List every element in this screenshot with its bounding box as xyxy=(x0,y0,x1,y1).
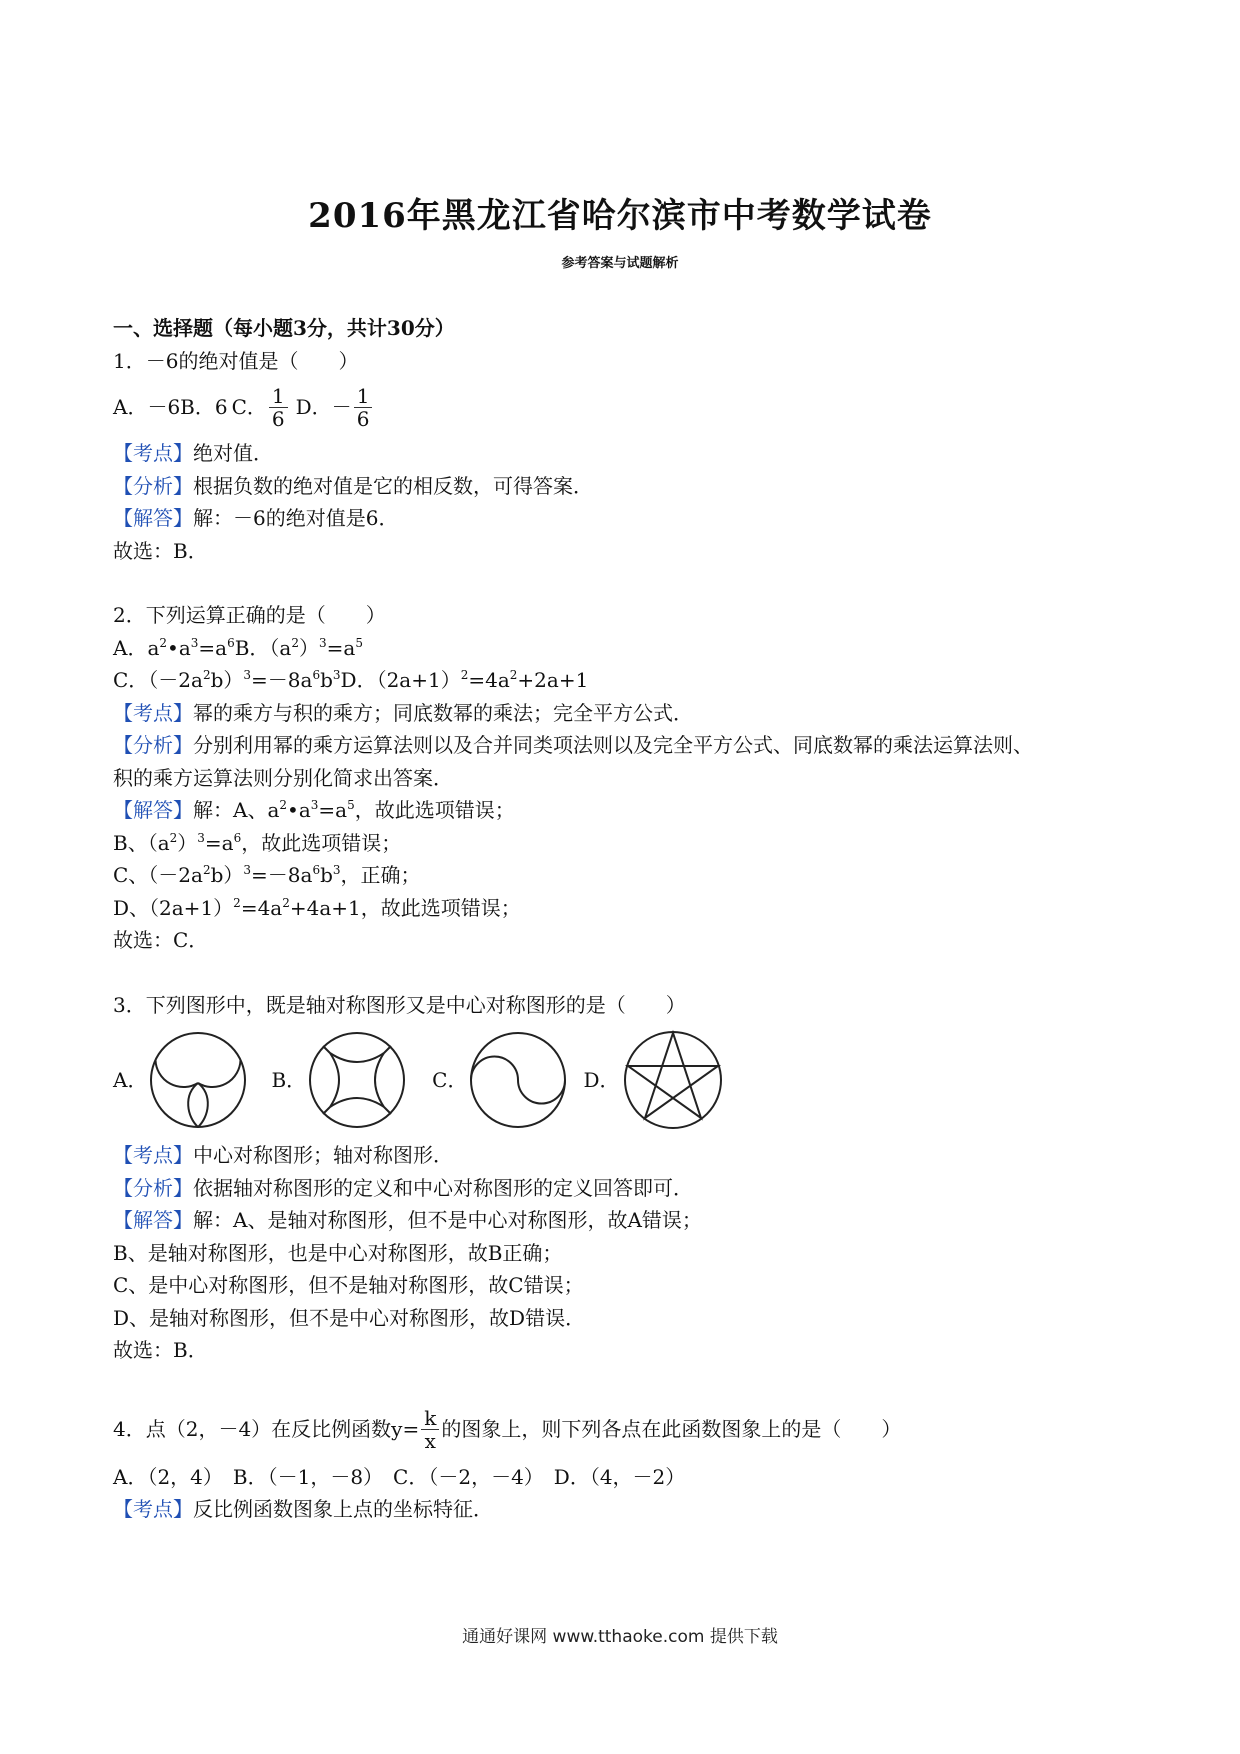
q4-stem xyxy=(113,1399,1133,1461)
expr-text: b） xyxy=(210,668,244,692)
q4-stem-text: 4．点（2，－4）在反比例函数y= xyxy=(113,1417,420,1442)
exponent: 2 xyxy=(169,830,178,845)
expr-text: ，故此选项错误； xyxy=(241,830,402,855)
spacer xyxy=(113,567,1133,599)
expr-text: ） xyxy=(177,830,198,855)
q2-jieda-c xyxy=(113,859,1133,892)
q2-jieda-d xyxy=(113,892,1133,925)
exponent: 6 xyxy=(312,863,321,877)
exponent: 3 xyxy=(243,863,252,877)
q2-options-ab xyxy=(113,632,1133,665)
q4-kaodian-text: 反比例函数图象上点的坐标特征． xyxy=(193,1497,493,1521)
q2-fenxi-text: 分别利用幂的乘方运算法则以及合并同类项法则以及完全平方公式、同底数幂的乘法运算法则、 xyxy=(193,733,1033,757)
exponent: 6 xyxy=(227,635,235,650)
q3-label-c: C． xyxy=(432,1067,468,1092)
q1-options xyxy=(113,377,1133,437)
exponent: 2 xyxy=(202,668,211,682)
page-title: 2016年黑龙江省哈尔滨市中考数学试卷 xyxy=(308,196,932,236)
q3-fenxi-text: 依据轴对称图形的定义和中心对称图形的定义回答即可． xyxy=(193,1175,693,1200)
q4-stem-text: 的图象上，则下列各点在此函数图象上的是（ ） xyxy=(441,1417,902,1442)
q1-kaodian xyxy=(113,437,1133,470)
expr-text: ） xyxy=(298,635,319,660)
expr-text: b xyxy=(320,863,333,887)
q3-jieda-d: D、是轴对称图形，但不是中心对称图形，故D错误． xyxy=(113,1305,586,1330)
q1-option-d: D．－ xyxy=(295,394,352,419)
expr-text: ，正确； xyxy=(340,863,421,887)
expr-text: b xyxy=(320,668,333,692)
fenxi-tag: 【分析】 xyxy=(113,1175,193,1200)
expr-text: =a xyxy=(198,635,228,660)
page-subtitle: 参考答案与试题解析 xyxy=(561,256,679,271)
q1-option-a: A．－6 xyxy=(113,394,181,419)
kaodian-tag: 【考点】 xyxy=(113,1143,193,1167)
exponent: 2 xyxy=(291,635,299,650)
kaodian-tag: 【考点】 xyxy=(113,1497,193,1521)
expr-text: •a xyxy=(167,635,191,660)
exponent: 5 xyxy=(355,635,363,650)
fraction-numerator: 1 xyxy=(269,385,288,408)
three-arc-circle-figure xyxy=(147,1029,249,1131)
exponent: 2 xyxy=(282,895,290,910)
expr-text: 解：A、a xyxy=(193,798,280,822)
exponent: 3 xyxy=(197,830,205,845)
q1-option-b: B．6 xyxy=(180,394,228,419)
q1-choice: 故选：B． xyxy=(113,538,208,563)
kaodian-tag: 【考点】 xyxy=(113,441,193,465)
expr-text: =4a xyxy=(240,895,283,920)
q2-kaodian xyxy=(113,697,1133,730)
exponent: 2 xyxy=(159,635,168,650)
q3-jieda-b: B、是轴对称图形，也是中心对称图形，故B正确； xyxy=(113,1240,563,1265)
q1-jieda-text: 解：－6的绝对值是6． xyxy=(193,506,399,530)
exponent: 3 xyxy=(332,863,341,877)
exponent: 2 xyxy=(233,895,241,910)
q1-option-c-fraction xyxy=(269,385,288,430)
jieda-tag: 【解答】 xyxy=(113,1208,193,1232)
q3-stem: 3．下列图形中，既是轴对称图形又是中心对称图形的是（ ） xyxy=(113,992,686,1017)
exponent: 2 xyxy=(279,798,288,812)
fraction-denominator: x xyxy=(424,1429,436,1453)
expr-text: B、（a xyxy=(113,830,170,855)
exponent: 3 xyxy=(318,635,327,650)
expr-text: B．（a xyxy=(234,635,292,660)
pentagram-circle-figure xyxy=(620,1027,726,1133)
q2-fenxi xyxy=(113,729,1133,762)
spacer xyxy=(113,957,1133,989)
expr-text: =4a xyxy=(468,668,510,692)
expr-text: +2a+1 xyxy=(517,668,589,692)
fraction-numerator: k xyxy=(421,1407,439,1430)
exponent: 3 xyxy=(190,635,199,650)
q1-option-c: C． xyxy=(231,394,267,419)
q2-options-cd xyxy=(113,664,1133,697)
expr-text: C．（－2a xyxy=(113,668,203,692)
q2-choice: 故选：C． xyxy=(113,928,209,952)
footer-watermark: 通通好课网 www.tthaoke.com 提供下载 xyxy=(462,1627,778,1647)
expr-text: A．a xyxy=(113,635,160,660)
expr-text: ，故此选项错误； xyxy=(354,798,515,822)
q1-fenxi xyxy=(113,470,1133,503)
q1-stem: 1．－6的绝对值是（ ） xyxy=(113,348,359,373)
q3-figures xyxy=(113,1021,1133,1139)
q1-kaodian-text: 绝对值． xyxy=(193,441,273,465)
expr-text: =a xyxy=(318,798,348,822)
q2-fenxi-cont: 积的乘方运算法则分别化简求出答案． xyxy=(113,765,453,790)
expr-text: =a xyxy=(326,635,356,660)
q1-jieda xyxy=(113,502,1133,535)
exponent: 3 xyxy=(243,668,252,682)
jieda-tag: 【解答】 xyxy=(113,798,193,822)
exponent: 3 xyxy=(310,798,319,812)
expr-text: =－8a xyxy=(251,863,313,887)
expr-text: C、（－2a xyxy=(113,863,203,887)
q3-jieda-c: C、是中心对称图形，但不是轴对称图形，故C错误； xyxy=(113,1273,584,1297)
q3-label-b: B． xyxy=(271,1067,307,1092)
expr-text: =a xyxy=(204,830,234,855)
expr-text: •a xyxy=(287,798,311,822)
fraction-denominator: 6 xyxy=(356,406,370,431)
expr-text: =－8a xyxy=(251,668,313,692)
exponent: 2 xyxy=(509,668,518,682)
q2-jieda-a xyxy=(113,794,1133,827)
q1-fenxi-text: 根据负数的绝对值是它的相反数，可得答案． xyxy=(193,473,593,498)
spacer xyxy=(113,1367,1133,1399)
section-heading: 一、选择题（每小题3分，共计30分） xyxy=(113,316,455,340)
kaodian-tag: 【考点】 xyxy=(113,700,193,725)
q2-stem: 2．下列运算正确的是（ ） xyxy=(113,603,386,627)
exponent: 2 xyxy=(202,863,211,877)
fenxi-tag: 【分析】 xyxy=(113,473,193,498)
q2-kaodian-text: 幂的乘方与积的乘方；同底数幂的乘法；完全平方公式． xyxy=(193,700,693,725)
q3-choice: 故选：B． xyxy=(113,1338,208,1362)
exponent: 3 xyxy=(332,668,341,682)
jieda-tag: 【解答】 xyxy=(113,506,193,530)
expr-text: +4a+1，故此选项错误； xyxy=(289,895,521,920)
exam-content xyxy=(113,312,1133,1526)
expr-text: D．（2a+1） xyxy=(340,668,461,692)
exponent: 5 xyxy=(347,798,355,812)
fraction-numerator: 1 xyxy=(354,385,373,408)
q4-fraction xyxy=(421,1407,439,1452)
q4-options: A．（2，4） B．（－1，－8） C．（－2，－4） D．（4，－2） xyxy=(113,1464,686,1489)
exponent: 2 xyxy=(460,668,469,682)
fenxi-tag: 【分析】 xyxy=(113,733,193,757)
q3-kaodian-text: 中心对称图形；轴对称图形． xyxy=(193,1143,453,1167)
q3-jieda-text: 解：A、是轴对称图形，但不是中心对称图形，故A错误； xyxy=(193,1208,702,1232)
four-arc-circle-figure xyxy=(306,1029,408,1131)
q3-label-a: A． xyxy=(113,1067,148,1092)
q1-option-d-fraction xyxy=(354,385,373,430)
s-curve-circle-figure xyxy=(467,1029,569,1131)
q3-jieda-a xyxy=(113,1204,1133,1237)
fraction-denominator: 6 xyxy=(271,406,285,431)
q3-label-d: D． xyxy=(583,1067,620,1092)
expr-text: D、（2a+1） xyxy=(113,895,234,920)
exponent: 6 xyxy=(312,668,321,682)
q4-kaodian xyxy=(113,1493,1133,1526)
expr-text: b） xyxy=(210,863,244,887)
q3-fenxi xyxy=(113,1172,1133,1205)
q3-kaodian xyxy=(113,1139,1133,1172)
exponent: 6 xyxy=(233,830,242,845)
q2-jieda-b xyxy=(113,827,1133,860)
